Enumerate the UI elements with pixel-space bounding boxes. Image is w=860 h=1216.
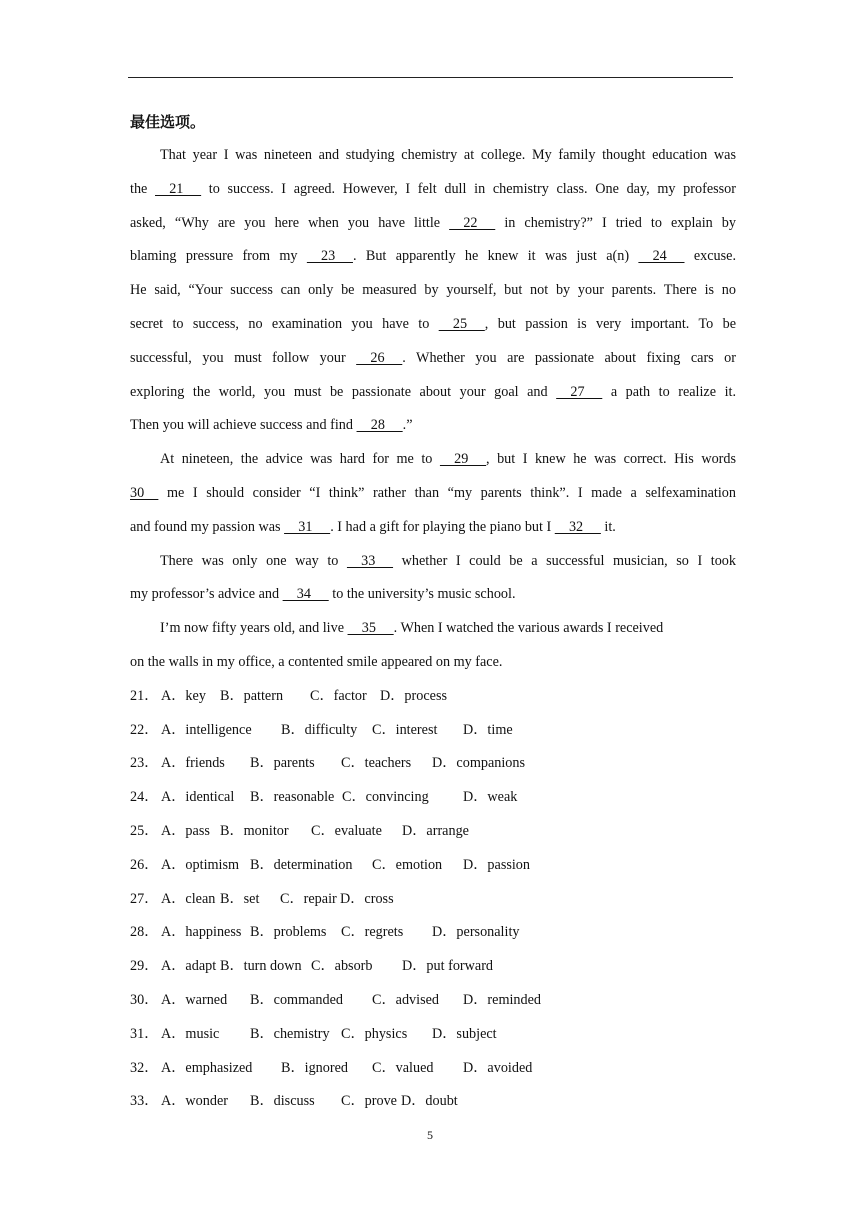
- passage-line: [130, 240, 736, 274]
- option-b: B．turn down: [220, 958, 302, 975]
- question-row: [130, 1018, 736, 1052]
- passage-text: successful, you must follow your: [130, 349, 357, 366]
- passage-line: [130, 578, 736, 612]
- blank-32: 32: [554, 518, 601, 535]
- option-d: D．arrange: [402, 822, 469, 839]
- question-number: 29．: [130, 958, 159, 975]
- option-d: D．cross: [340, 890, 394, 907]
- passage-text: me I should consider “I think” rather than “my parents think”. I made a selfexamination: [158, 484, 736, 501]
- passage-text: , but I knew he was correct. His words: [486, 451, 737, 468]
- passage-text: my professor’s advice and: [130, 586, 283, 603]
- option-a: A．clean: [161, 890, 216, 907]
- option-c: C．valued: [372, 1059, 434, 1076]
- section-heading: 最佳选项。: [130, 113, 206, 131]
- question-number: 30．: [130, 991, 159, 1008]
- option-c: C．emotion: [372, 856, 443, 873]
- passage-line: [130, 139, 736, 173]
- passage-text: , but passion is very important. To be: [484, 315, 736, 332]
- passage-text: At nineteen, the advice was hard for me to: [160, 451, 440, 468]
- option-c: C．evaluate: [311, 822, 382, 839]
- question-row: [130, 747, 736, 781]
- option-c: C．absorb: [311, 958, 373, 975]
- page-number: 5: [427, 1128, 433, 1142]
- passage-text: asked, “Why are you here when you have little: [130, 214, 450, 231]
- passage-text: excuse.: [684, 248, 736, 265]
- option-b: B．set: [220, 890, 260, 907]
- option-d: D．passion: [463, 856, 530, 873]
- blank-21: 21: [155, 180, 202, 197]
- option-b: B．chemistry: [250, 1025, 330, 1042]
- question-list: [130, 680, 736, 1119]
- blank-27: 27: [556, 383, 603, 400]
- passage-text: There was only one way to: [160, 552, 347, 569]
- option-d: D．process: [380, 687, 447, 704]
- cloze-passage: [130, 139, 736, 680]
- option-c: C．interest: [372, 721, 438, 738]
- passage-text: whether I could be a successful musician, so I took: [393, 552, 736, 569]
- passage-line: [130, 409, 736, 443]
- passage-text: secret to success, no examination you have to: [130, 315, 439, 332]
- option-b: B．difficulty: [281, 721, 358, 738]
- blank-34: 34: [282, 586, 329, 603]
- question-row: [130, 1085, 736, 1119]
- option-a: A．intelligence: [161, 721, 252, 738]
- option-b: B．commanded: [250, 991, 343, 1008]
- option-b: B．ignored: [281, 1059, 348, 1076]
- passage-line: [130, 477, 736, 511]
- option-d: D．personality: [432, 924, 520, 941]
- question-number: 25．: [130, 822, 159, 839]
- blank-33: 33: [346, 552, 394, 569]
- question-number: 23．: [130, 755, 159, 772]
- passage-text: . I had a gift for playing the piano but I: [330, 518, 555, 535]
- option-a: A．happiness: [161, 924, 242, 941]
- option-b: B．problems: [250, 924, 327, 941]
- option-a: A．pass: [161, 822, 210, 839]
- option-b: B．parents: [250, 755, 315, 772]
- question-number: 32．: [130, 1059, 159, 1076]
- passage-text: in chemistry?” I tried to explain by: [495, 214, 736, 231]
- header-rule: [128, 77, 733, 78]
- option-c: C．teachers: [341, 755, 412, 772]
- option-c: C．convincing: [342, 789, 429, 806]
- passage-line: [130, 612, 736, 646]
- option-d: D．time: [463, 721, 513, 738]
- question-row: [130, 950, 736, 984]
- blank-23: 23: [306, 248, 353, 265]
- option-c: C．repair: [280, 890, 337, 907]
- blank-29: 29: [439, 451, 487, 468]
- passage-line: [130, 274, 736, 308]
- blank-25: 25: [438, 315, 485, 332]
- option-c: C．prove: [341, 1093, 397, 1110]
- passage-line: [130, 207, 736, 241]
- option-a: A．optimism: [161, 856, 240, 873]
- question-row: [130, 883, 736, 917]
- question-row: [130, 1052, 736, 1086]
- option-a: A．emphasized: [161, 1059, 253, 1076]
- question-number: 28．: [130, 924, 159, 941]
- question-number: 24．: [130, 789, 159, 806]
- passage-text: Then you will achieve success and find: [130, 417, 357, 434]
- option-c: C．factor: [310, 687, 367, 704]
- blank-26: 26: [356, 349, 403, 366]
- option-b: B．discuss: [250, 1093, 315, 1110]
- passage-line: [130, 173, 736, 207]
- passage-text: blaming pressure from my: [130, 248, 307, 265]
- option-d: D．avoided: [463, 1059, 533, 1076]
- option-c: C．physics: [341, 1025, 408, 1042]
- passage-text: the: [130, 180, 156, 197]
- question-row: [130, 781, 736, 815]
- question-number: 31．: [130, 1025, 159, 1042]
- passage-line: [130, 376, 736, 410]
- option-d: D．weak: [463, 789, 518, 806]
- passage-text: it.: [600, 518, 616, 535]
- question-number: 21．: [130, 687, 159, 704]
- option-a: A．music: [161, 1025, 220, 1042]
- passage-line: [130, 646, 736, 680]
- passage-line: [130, 342, 736, 376]
- passage-text: . Whether you are passionate about fixing cars or: [402, 349, 736, 366]
- question-row: [130, 714, 736, 748]
- option-b: B．reasonable: [250, 789, 335, 806]
- option-d: D．put forward: [402, 958, 494, 975]
- passage-text: on the walls in my office, a contented smile appeared on my face.: [130, 653, 503, 670]
- option-d: D．reminded: [463, 991, 542, 1008]
- option-a: A．adapt: [161, 958, 217, 975]
- blank-22: 22: [449, 214, 496, 231]
- document-body: [130, 105, 736, 1119]
- passage-text: to the university’s music school.: [328, 586, 516, 603]
- passage-text: . But apparently he knew it was just a(n): [352, 248, 639, 265]
- option-b: B．pattern: [220, 687, 284, 704]
- option-c: C．advised: [372, 991, 439, 1008]
- question-row: [130, 916, 736, 950]
- question-number: 33．: [130, 1093, 159, 1110]
- option-a: A．key: [161, 687, 206, 704]
- passage-text: a path to realize it.: [602, 383, 736, 400]
- passage-line: [130, 308, 736, 342]
- passage-text: . When I watched the various awards I received: [393, 620, 664, 637]
- option-d: D．doubt: [401, 1093, 458, 1110]
- passage-text: to success. I agreed. However, I felt dull in chemistry class. One day, my professor: [201, 180, 736, 197]
- question-number: 26．: [130, 856, 159, 873]
- option-a: A．warned: [161, 991, 228, 1008]
- blank-35: 35: [347, 620, 394, 637]
- question-row: [130, 849, 736, 883]
- option-a: A．friends: [161, 755, 225, 772]
- passage-text: He said, “Your success can only be measured by yourself, but not by your parents. There is no: [130, 282, 736, 299]
- blank-28: 28: [356, 417, 403, 434]
- option-d: D．subject: [432, 1025, 497, 1042]
- question-row: [130, 680, 736, 714]
- option-b: B．monitor: [220, 822, 289, 839]
- passage-line: [130, 443, 736, 477]
- option-b: B．determination: [250, 856, 353, 873]
- passage-text: I’m now fifty years old, and live: [160, 620, 348, 637]
- blank-31: 31: [284, 518, 331, 535]
- passage-text: exploring the world, you must be passionate about your goal and: [130, 383, 557, 400]
- option-c: C．regrets: [341, 924, 404, 941]
- blank-24: 24: [638, 248, 685, 265]
- passage-text: .”: [402, 417, 413, 434]
- option-a: A．wonder: [161, 1093, 228, 1110]
- passage-text: and found my passion was: [130, 518, 285, 535]
- option-d: D．companions: [432, 755, 525, 772]
- passage-line: [130, 511, 736, 545]
- option-a: A．identical: [161, 789, 235, 806]
- passage-line: [130, 545, 736, 579]
- blank-30: 30: [130, 484, 159, 501]
- question-row: [130, 984, 736, 1018]
- question-number: 27．: [130, 890, 159, 907]
- question-number: 22．: [130, 721, 159, 738]
- passage-text: That year I was nineteen and studying chemistry at college. My family thought education was: [160, 147, 736, 163]
- question-row: [130, 815, 736, 849]
